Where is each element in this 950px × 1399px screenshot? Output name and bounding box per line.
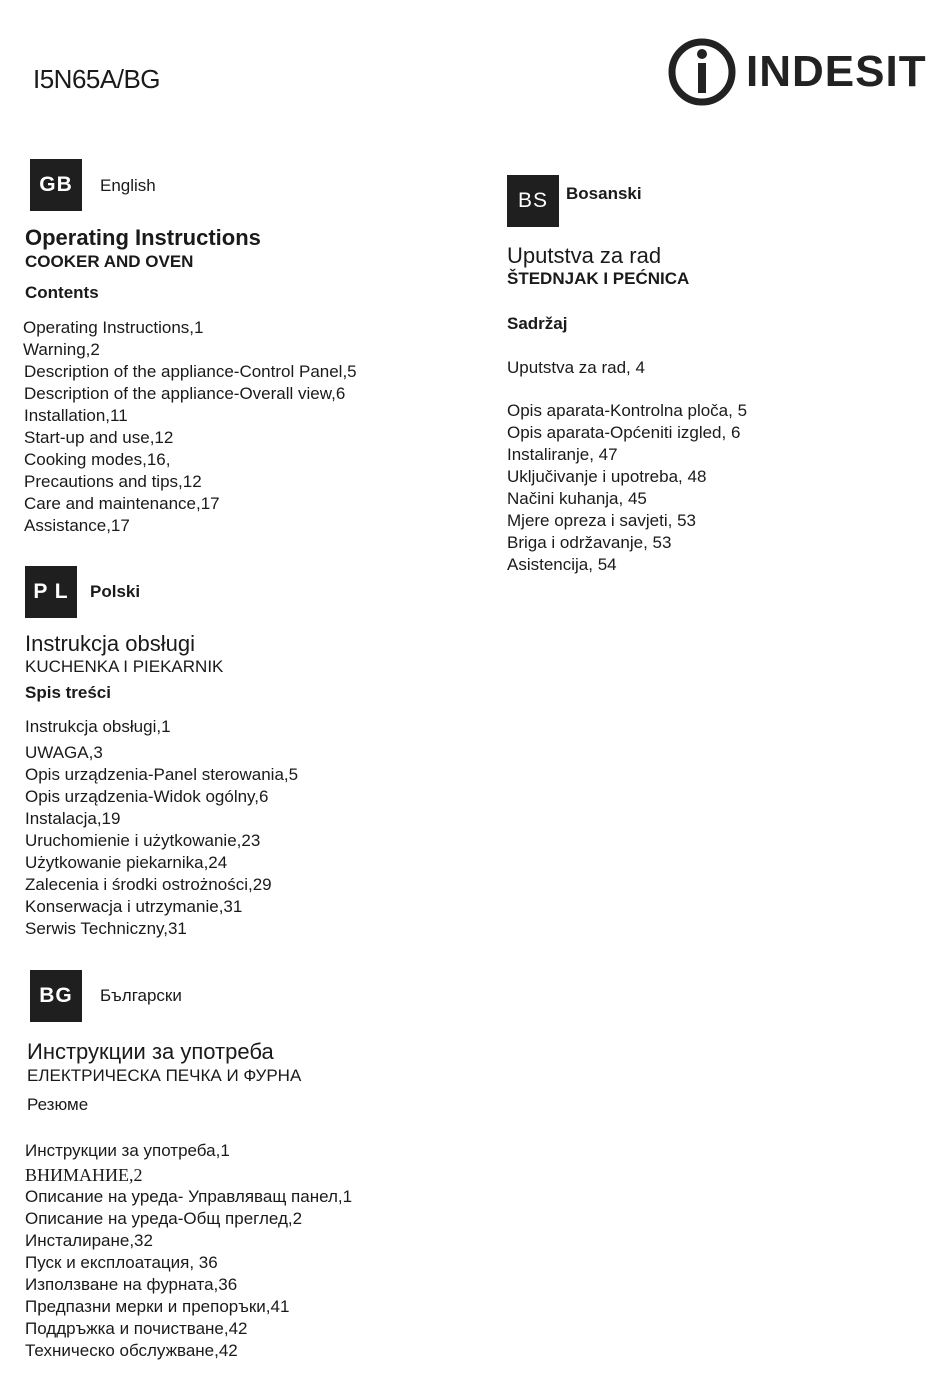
toc-item: Инструкции за употреба,1 bbox=[25, 1141, 230, 1160]
section-subtitle-gb: COOKER AND OVEN bbox=[25, 252, 194, 271]
section-title-gb: Operating Instructions bbox=[25, 225, 261, 250]
toc-item: Uruchomienie i użytkowanie,23 bbox=[25, 831, 261, 850]
language-badge-bg: BG bbox=[30, 970, 82, 1022]
toc-item: Zalecenia i środki ostrożności,29 bbox=[25, 875, 272, 894]
toc-item: Serwis Techniczny,31 bbox=[25, 919, 187, 938]
language-badge-bs: BS bbox=[507, 175, 559, 227]
brand-name: INDESIT bbox=[746, 47, 927, 96]
toc-item: Пуск и експлоатация, 36 bbox=[25, 1253, 218, 1272]
contents-heading-bg: Резюме bbox=[27, 1095, 89, 1114]
toc-item: Start-up and use,12 bbox=[24, 428, 174, 447]
toc-item: Описание на уреда- Управляващ панел,1 bbox=[25, 1187, 353, 1206]
language-badge-gb: GB bbox=[30, 159, 82, 211]
toc-item: Warning,2 bbox=[23, 340, 100, 359]
toc-item: Opis aparata-Kontrolna ploča, 5 bbox=[507, 401, 748, 420]
toc-item: Mjere opreza i savjeti, 53 bbox=[507, 511, 696, 530]
model-number: I5N65A/BG bbox=[33, 64, 161, 94]
brand-logo bbox=[666, 36, 928, 108]
toc-list-pl bbox=[25, 716, 298, 940]
language-name-pl: Polski bbox=[90, 582, 141, 601]
toc-item: Opis urządzenia-Widok ogólny,6 bbox=[25, 787, 269, 806]
section-title-pl: Instrukcja obsługi bbox=[25, 631, 195, 656]
contents-heading-pl: Spis treści bbox=[25, 683, 111, 702]
contents-heading-gb: Contents bbox=[25, 283, 99, 302]
toc-item: Operating Instructions,1 bbox=[23, 318, 204, 337]
toc-item: ВНИМАНИЕ,2 bbox=[25, 1165, 143, 1185]
section-title-bs: Uputstva za rad bbox=[507, 243, 662, 268]
toc-item: Cooking modes,16, bbox=[24, 450, 171, 469]
toc-item: Техническо обслужване,42 bbox=[25, 1341, 238, 1360]
toc-item: Konserwacja i utrzymanie,31 bbox=[25, 897, 243, 916]
toc-item: UWAGA,3 bbox=[25, 743, 103, 762]
toc-item: Instaliranje, 47 bbox=[507, 445, 618, 464]
toc-item: Instalacja,19 bbox=[25, 809, 121, 828]
language-name-bs: Bosanski bbox=[566, 184, 642, 203]
section-subtitle-bs: ŠTEDNJAK I PEĆNICA bbox=[507, 269, 690, 288]
toc-item: Opis aparata-Općeniti izgled, 6 bbox=[507, 423, 741, 442]
toc-item: Care and maintenance,17 bbox=[24, 494, 220, 513]
toc-item: Поддръжка и почистване,42 bbox=[25, 1319, 248, 1338]
toc-item: Użytkowanie piekarnika,24 bbox=[25, 853, 228, 872]
brand-logo-icon bbox=[666, 36, 738, 108]
toc-item: Instrukcja obsługi,1 bbox=[25, 717, 171, 736]
toc-item: Description of the appliance-Control Panel,5 bbox=[24, 362, 357, 381]
toc-item: Описание на уреда-Общ преглед,2 bbox=[25, 1209, 303, 1228]
toc-list-gb bbox=[23, 317, 357, 537]
toc-item: Assistance,17 bbox=[24, 516, 130, 535]
section-subtitle-bg: ЕЛЕКТРИЧЕСКА ПЕЧКА И ФУРНА bbox=[27, 1066, 302, 1085]
toc-list-bg bbox=[25, 1140, 352, 1362]
section-subtitle-pl: KUCHENKA I PIEKARNIK bbox=[25, 657, 224, 676]
toc-item: Description of the appliance-Overall view,6 bbox=[24, 384, 346, 403]
toc-list-bs bbox=[507, 400, 747, 576]
language-badge-pl: P L bbox=[25, 566, 77, 618]
toc-item: Инсталиране,32 bbox=[25, 1231, 153, 1250]
toc-item: Предпазни мерки и препоръки,41 bbox=[25, 1297, 290, 1316]
toc-item: Използване на фурната,36 bbox=[25, 1275, 238, 1294]
contents-heading-bs: Sadržaj bbox=[507, 314, 568, 333]
language-name-bg: Български bbox=[100, 986, 182, 1005]
toc-item: Precautions and tips,12 bbox=[24, 472, 202, 491]
language-name-gb: English bbox=[100, 176, 156, 195]
toc-item: Opis urządzenia-Panel sterowania,5 bbox=[25, 765, 299, 784]
toc-item: Briga i održavanje, 53 bbox=[507, 533, 672, 552]
toc-item: Installation,11 bbox=[24, 406, 128, 425]
toc-item-first-bs: Uputstva za rad, 4 bbox=[507, 358, 645, 377]
toc-item: Asistencija, 54 bbox=[507, 555, 617, 574]
section-title-bg: Инструкции за употреба bbox=[27, 1039, 274, 1064]
toc-item: Načini kuhanja, 45 bbox=[507, 489, 647, 508]
toc-item: Uključivanje i upotreba, 48 bbox=[507, 467, 707, 486]
